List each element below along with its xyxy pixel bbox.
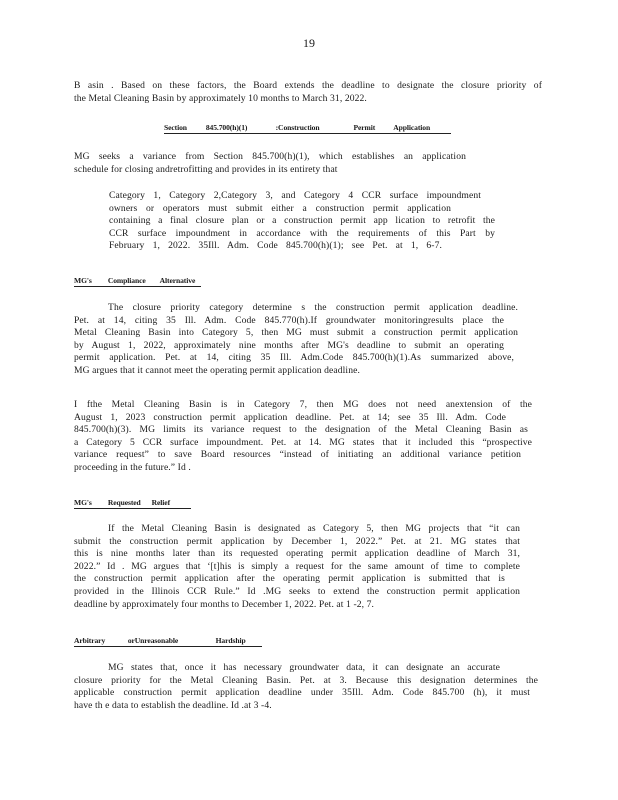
quote-line: February 1, 2022. 35Ill. Adm. Code 845.700(h)(1); see Pet. at 1, 6-7.: [109, 240, 442, 252]
heading-word: Application: [393, 123, 431, 132]
heading-word: 845.700(h)(1): [205, 123, 248, 132]
heading-word: Section: [164, 123, 187, 132]
heading-word: Hardship: [215, 636, 246, 645]
text-line: Pet. at 14, citing 35 Ill. Adm. Code 845.770(h).If groundwater monitoringresults place the: [74, 314, 504, 326]
page-number: 19: [303, 36, 315, 50]
text-line: the Metal Cleaning Basin by approximately 10 months to March 31, 2022.: [74, 92, 367, 104]
heading-word: Relief: [151, 498, 170, 507]
text-line: a Category 5 CCR surface impoundment. Pet. at 14. MG states that it included this “prospective: [74, 436, 532, 448]
text-line: The closure priority category determine s the construction permit application deadline.: [108, 302, 518, 313]
text-line: submit the construction permit application by December 1, 2022.” Pet. at 21. MG states that: [74, 535, 520, 547]
text-line: provided in the Illinois CCR Rule.” Id .MG seeks to extend the construction permit application: [74, 585, 520, 597]
text-line: deadline by approximately four months to December 1, 2022. Pet. at 1 -2, 7.: [74, 598, 375, 610]
paragraph-hardship: [74, 662, 538, 712]
section-heading-requested-relief: [74, 498, 191, 509]
text-line: this is nine months later than its requested operating permit application deadline of March 31,: [74, 548, 520, 560]
text-line: B asin . Based on these factors, the Board extends the deadline to designate the closure priority of: [74, 80, 542, 91]
text-line: I fthe Metal Cleaning Basin is in Category 7, then MG does not need anextension of the: [74, 399, 532, 410]
paragraph-requested-relief: [74, 523, 520, 611]
section-heading-compliance-alternative: [74, 276, 201, 287]
text-line: schedule for closing andretrofitting and provides in its entirety that: [74, 163, 338, 175]
block-quote: [109, 190, 495, 253]
heading-word: orUnreasonable: [127, 636, 179, 645]
heading-word: Requested: [107, 498, 141, 507]
text-line: MG argues that it cannot meet the operating permit application deadline.: [74, 364, 360, 376]
text-line: by August 1, 2022, approximately nine months after MG's deadline to submit an operating: [74, 339, 504, 351]
text-line: MG seeks a variance from Section 845.700(h)(1), which establishes an application: [74, 151, 466, 162]
text-line: MG states that, once it has necessary groundwater data, it can designate an accurate: [108, 662, 500, 673]
text-line: 2022.” Id . MG argues that ‘[t]his is simply a request for the same amount of time to complete: [74, 560, 520, 572]
heading-word: :Construction: [275, 123, 320, 132]
quote-line: CCR surface impoundment in accordance with the requirements of this Part by: [109, 227, 495, 239]
text-line: Metal Cleaning Basin into Category 5, then MG must submit a construction permit application: [74, 327, 518, 339]
paragraph-closure-priority: [74, 302, 518, 378]
text-line: 845.700(h)(3). MG limits its variance request to the designation of the Metal Cleaning Basin as: [74, 424, 528, 436]
section-heading-construction-permit: [164, 123, 451, 134]
text-line: closure priority for the Metal Cleaning Basin. Pet. at 3. Because this designation determines the: [74, 674, 538, 686]
paragraph-variance-request: [74, 151, 466, 176]
text-line: If the Metal Cleaning Basin is designated as Category 5, then MG projects that “it can: [108, 523, 520, 534]
quote-line: containing a final closure plan or a construction permit app lication to retrofit the: [109, 215, 495, 227]
paragraph-basin-deadline: [74, 80, 542, 105]
text-line: August 1, 2023 construction permit application deadline. Pet. at 14; see 35 Ill. Adm. Code: [74, 411, 506, 423]
section-heading-arbitrary-hardship: [74, 636, 262, 647]
quote-line: owners or operators must submit either a construction permit application: [109, 202, 451, 214]
text-line: have th e data to establish the deadline. Id .at 3 -4.: [74, 699, 272, 711]
heading-word: MG's: [74, 276, 92, 285]
text-line: the construction permit application after the operating permit application is submitted that is: [74, 573, 505, 585]
text-line: permit application. Pet. at 14, citing 35 Ill. Adm.Code 845.700(h)(1).As summarized above,: [74, 352, 514, 364]
paragraph-category-seven: [74, 399, 532, 475]
text-line: applicable construction permit application deadline under 35Ill. Adm. Code 845.700 (h), it must: [74, 687, 530, 699]
heading-word: MG's: [74, 498, 92, 507]
heading-word: Alternative: [159, 276, 196, 285]
heading-word: Compliance: [107, 276, 146, 285]
heading-word: Arbitrary: [74, 636, 106, 645]
text-line: proceeding in the future.” Id .: [74, 461, 191, 473]
quote-line: Category 1, Category 2,Category 3, and Category 4 CCR surface impoundment: [109, 190, 481, 201]
text-line: variance request” to save Board resources “instead of initiating an additional variance petition: [74, 449, 521, 461]
heading-word: Permit: [353, 123, 376, 132]
